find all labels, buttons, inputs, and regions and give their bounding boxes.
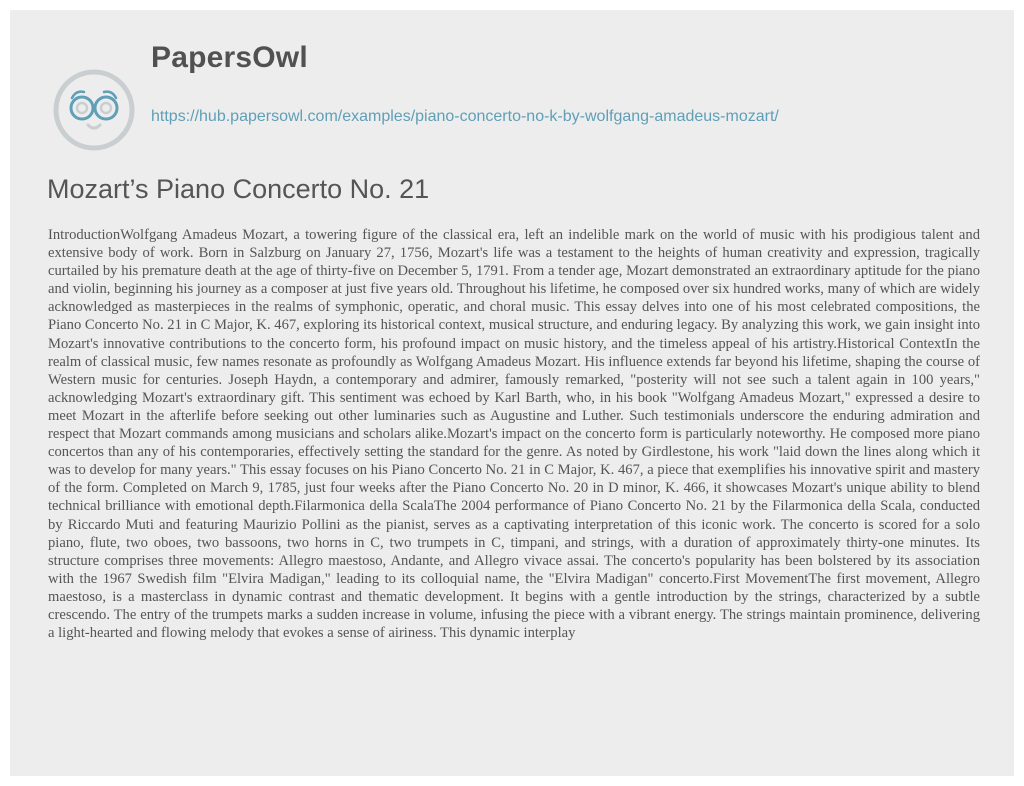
brand-name: PapersOwl bbox=[151, 41, 308, 74]
page-canvas bbox=[10, 10, 1014, 776]
document-header bbox=[10, 10, 1014, 170]
document-title: Mozart’s Piano Concerto No. 21 bbox=[47, 174, 430, 204]
owl-face-icon bbox=[52, 68, 136, 152]
source-url-link[interactable]: https://hub.papersowl.com/examples/piano-concerto-no-k-by-wolfgang-amadeus-mozart/ bbox=[151, 108, 779, 125]
essay-body: IntroductionWolfgang Amadeus Mozart, a towering figure of the classical era, left an indelible mark on the world of music with his prodigious talent and extensive body of work. Born in Salzburg on January 27, 1756, Mozart's life was a testament to the heights of human creativity and expression, tragically curtailed by his premature death at the age of thirty-five on December 5, 1791. From a tender age, Mozart demonstrated an extraordinary aptitude for the piano and violin, beginning his journey as a composer at just five years old. Throughout his lifetime, he composed over six hundred works, many of which are widely acknowledged as masterpieces in the realms of symphonic, operatic, and choral music. This essay delves into one of his most celebrated compositions, the Piano Concerto No. 21 in C Major, K. 467, exploring its historical context, musical structure, and enduring legacy. By analyzing this work, we gain insight into Mozart's innovative contributions to the concerto form, his profound impact on music history, and the timeless appeal of his artistry.Historical ContextIn the realm of classical music, few names resonate as profoundly as Wolfgang Amadeus Mozart. His influence extends far beyond his lifetime, shaping the course of Western music for centuries. Joseph Haydn, a contemporary and admirer, famously remarked, "posterity will not see such a talent again in 100 years," acknowledging Mozart's extraordinary gift. This sentiment was echoed by Karl Barth, who, in his book "Wolfgang Amadeus Mozart," expressed a desire to meet Mozart in the afterlife before seeking out other luminaries such as Augustine and Luther. Such testimonials underscore the enduring admiration and respect that Mozart commands among musicians and scholars alike.Mozart's impact on the concerto form is particularly noteworthy. He composed more piano concertos than any of his contemporaries, effectively setting the standard for the genre. As noted by Girdlestone, his work "laid down the lines along which it was to develop for many years." This essay focuses on his Piano Concerto No. 21 in C Major, K. 467, a piece that exemplifies his innovative spirit and mastery of the form. Completed on March 9, 1785, just four weeks after the Piano Concerto No. 20 in D minor, K. 466, it showcases Mozart's unique ability to blend technical brilliance with emotional depth.Filarmonica della ScalaThe 2004 performance of Piano Concerto No. 21 by the Filarmonica della Scala, conducted by Riccardo Muti and featuring Maurizio Pollini as the pianist, serves as a captivating interpretation of this iconic work. The concerto is scored for a solo piano, flute, two oboes, two bassoons, two horns in C, two trumpets in C, timpani, and strings, with a duration of approximately thirty-one minutes. Its structure comprises three movements: Allegro maestoso, Andante, and Allegro vivace assai. The concerto's popularity has been bolstered by its association with the 1967 Swedish film "Elvira Madigan," leading to its colloquial name, the "Elvira Madigan" concerto.First MovementThe first movement, Allegro maestoso, is a masterclass in dynamic contrast and thematic development. It begins with a gentle introduction by the strings, characterized by a subtle crescendo. The entry of the trumpets marks a sudden increase in volume, infusing the piece with a vibrant energy. The strings maintain prominence, delivering a light-hearted and flowing melody that evokes a sense of airiness. This dynamic interplay bbox=[48, 227, 980, 642]
